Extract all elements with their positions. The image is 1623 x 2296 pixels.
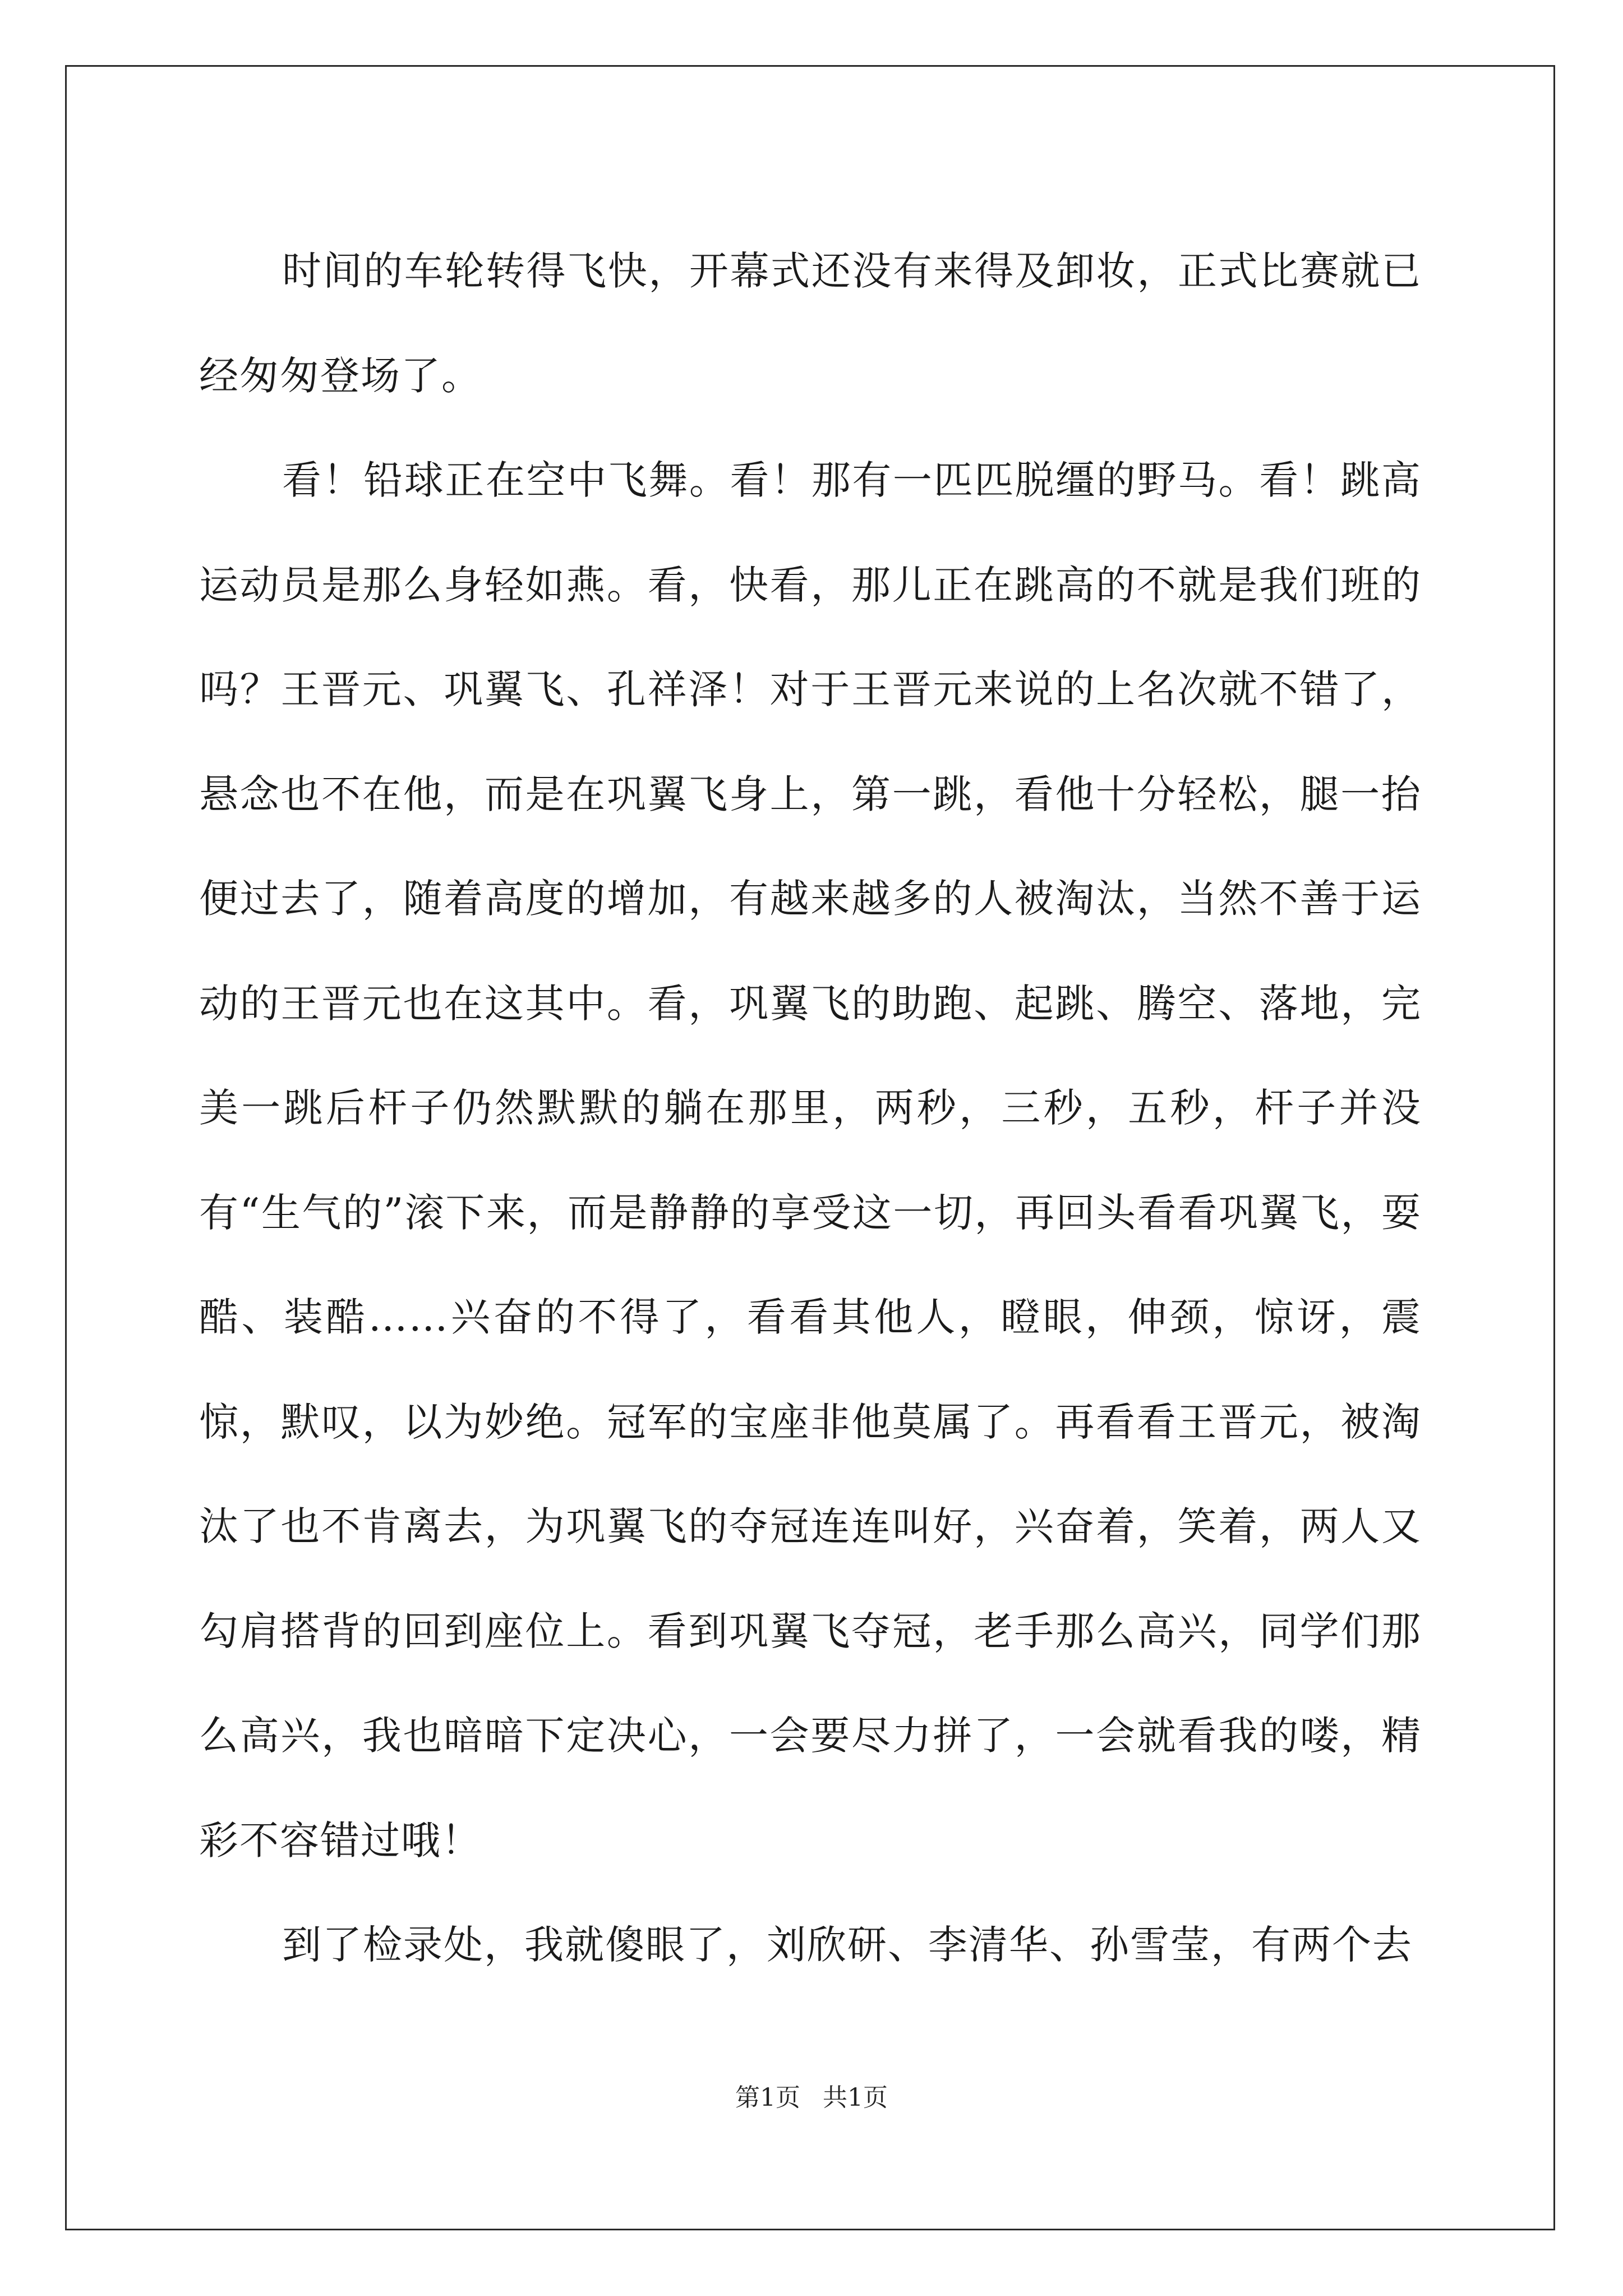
paragraph-2: 看！铅球正在空中飞舞。看！那有一匹匹脱缰的野马。看！跳高运动员是那么身轻如燕。看，快看，那儿正在跳高的不就是我们班的吗？王晋元、巩翼飞、孔祥泽！对于王晋元来说的上名次就不错了，悬念也不在他，而是在巩翼飞身上，第一跳，看他十分轻松，腿一抬便过去了，随着高度的增加，有越来越多的人被淘汰，当然不善于运动的王晋元也在这其中。看，巩翼飞的助跑、起跳、腾空、落地，完美一跳后杆子仍然默默的躺在那里，两秒，三秒，五秒，杆子并没有“生气的”滚下来，而是静静的享受这一切，再回头看看巩翼飞，耍酷、装酷……兴奋的不得了，看看其他人，瞪眼，伸颈，惊讶，震惊，默叹，以为妙绝。冠军的宝座非他莫属了。再看看王晋元，被淘汰了也不肯离去，为巩翼飞的夺冠连连叫好，兴奋着，笑着，两人又勾肩搭背的回到座位上。看到巩翼飞夺冠，老手那么高兴，同学们那么高兴，我也暗暗下定决心，一会要尽力拼了，一会就看我的喽，精彩不容错过哦！ xyxy=(199,457,1422,1864)
page-footer xyxy=(0,2081,1623,2115)
page-number-total: 共1页 xyxy=(823,2083,888,2112)
paragraph-1: 时间的车轮转得飞快，开幕式还没有来得及卸妆，正式比赛就已经匆匆登场了。 xyxy=(199,248,1422,399)
document-body xyxy=(199,219,1422,1998)
page-number-current: 第1页 xyxy=(735,2083,800,2112)
paragraph-3: 到了检录处，我就傻眼了，刘欣研、李清华、孙雪莹，有两个去 xyxy=(282,1922,1413,1968)
